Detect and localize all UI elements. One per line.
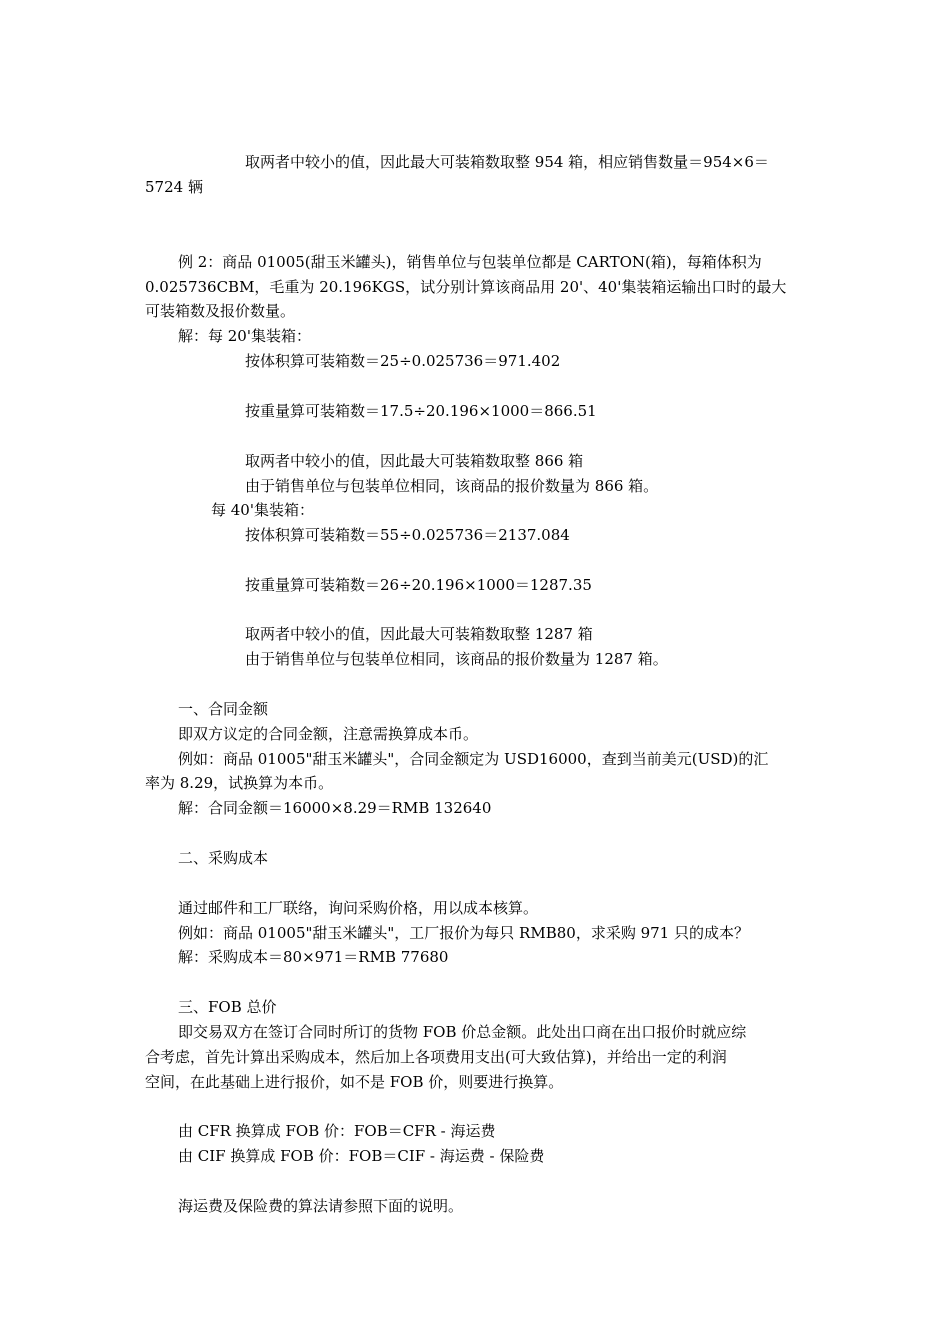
text-line: 合考虑，首先计算出采购成本，然后加上各项费用支出(可大致估算)，并给出一定的利润 (145, 1048, 727, 1066)
subheading: 每 40'集装箱： (211, 501, 314, 519)
text-line: 空间，在此基础上进行报价，如不是 FOB 价，则要进行换算。 (145, 1073, 564, 1091)
calculation-line: 按体积算可装箱数＝25÷0.025736＝971.402 (245, 352, 561, 370)
calculation-line: 按重量算可装箱数＝17.5÷20.196×1000＝866.51 (245, 402, 597, 420)
text-line: 5724 辆 (145, 178, 203, 196)
calculation-line: 由于销售单位与包装单位相同，该商品的报价数量为 866 箱。 (245, 477, 659, 495)
solution-label: 解：每 20'集装箱： (178, 327, 311, 345)
calculation-line: 按体积算可装箱数＝55÷0.025736＝2137.084 (245, 526, 570, 544)
example-heading: 例 2：商品 01005(甜玉米罐头)，销售单位与包装单位都是 CARTON(箱)，每箱体积为 (178, 253, 762, 271)
text-line: 率为 8.29，试换算为本币。 (145, 774, 334, 792)
text-line: 即双方议定的合同金额，注意需换算成本币。 (178, 725, 479, 743)
text-line: 海运费及保险费的算法请参照下面的说明。 (178, 1197, 464, 1215)
section-heading: 二、采购成本 (178, 849, 269, 867)
text-line: 即交易双方在签订合同时所订的货物 FOB 价总金额。此处出口商在出口报价时就应综 (178, 1023, 747, 1041)
calculation-line: 按重量算可装箱数＝26÷20.196×1000＝1287.35 (245, 576, 592, 594)
section-heading: 一、合同金额 (178, 700, 269, 718)
text-line: 解：合同金额＝16000×8.29＝RMB 132640 (178, 799, 492, 817)
calculation-line: 取两者中较小的值，因此最大可装箱数取整 866 箱 (245, 452, 584, 470)
calculation-line: 由于销售单位与包装单位相同，该商品的报价数量为 1287 箱。 (245, 650, 668, 668)
calculation-line: 取两者中较小的值，因此最大可装箱数取整 1287 箱 (245, 625, 593, 643)
text-line: 0.025736CBM，毛重为 20.196KGS，试分别计算该商品用 20'、40'集装箱运输出口时的最大 (145, 278, 787, 296)
text-line: 通过邮件和工厂联络，询问采购价格，用以成本核算。 (178, 899, 539, 917)
text-line: 例如：商品 01005"甜玉米罐头"，合同金额定为 USD16000，查到当前美元(USD)的汇 (178, 750, 769, 768)
text-line: 解：采购成本＝80×971＝RMB 77680 (178, 948, 449, 966)
text-line: 取两者中较小的值，因此最大可装箱数取整 954 箱，相应销售数量＝954×6＝ (245, 153, 769, 171)
formula-line: 由 CIF 换算成 FOB 价：FOB＝CIF - 海运费 - 保险费 (178, 1147, 545, 1165)
text-line: 例如：商品 01005"甜玉米罐头"，工厂报价为每只 RMB80，求采购 971 只的成本？ (178, 924, 749, 942)
formula-line: 由 CFR 换算成 FOB 价：FOB＝CFR - 海运费 (178, 1122, 496, 1140)
section-heading: 三、FOB 总价 (178, 998, 277, 1016)
text-line: 可装箱数及报价数量。 (145, 302, 296, 320)
